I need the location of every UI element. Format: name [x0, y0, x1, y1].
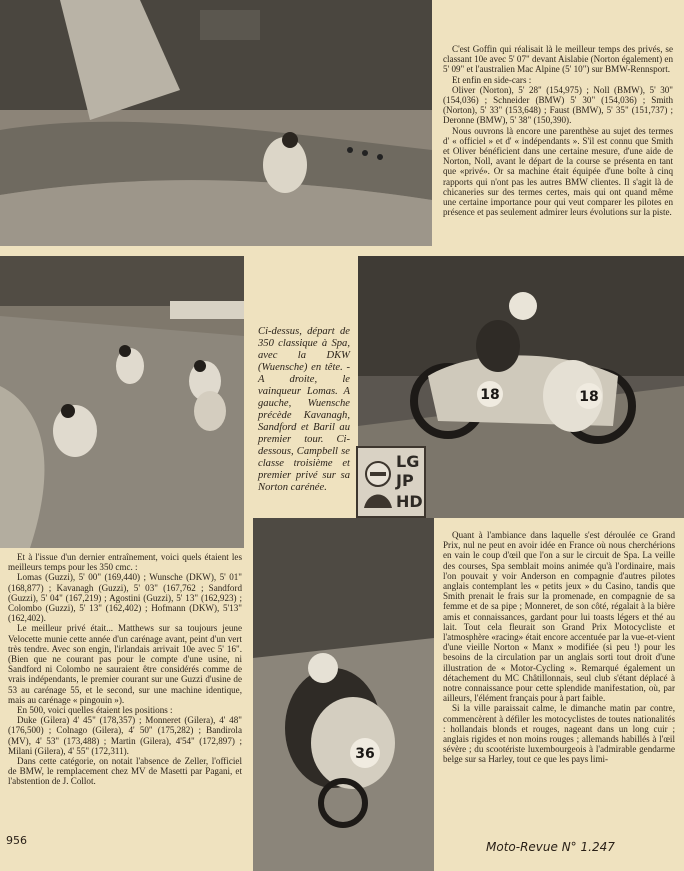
paragraph-best-private: Le meilleur privé était... Matthews sur sa toujours jeune Velocette munie cette année d'un carénage avant, peint d'un vert très tendre. Avec son engin, l'irlandais arrivait 10e avec 5' 16". (Bien que ne courant pas pour le compte d'une usine, ni Sandford ni Colombo ne sauraient être considérés comme de vrais indépendants, le premier courant sur une Guzzi d'usine de 53 au carénage 55, et le second, sur une machine identique, mais au carénage « pingouin »).: [8, 623, 242, 705]
race-number-lomas-side: 18: [579, 389, 599, 405]
paragraph-500-times: Duke (Gilera) 4' 45" (178,357) ; Monneret (Gilera), 4' 48" (176,500) ; Colnago (Gilera), 4' 50" (175,282) ; Bandirola (MV), 4' 53" (173,488) ; Martin (Gilera), 4'54" (172,897) ; Milani (Gilera), 4' 55" (172,311).: [8, 715, 242, 756]
paragraph-ambiance: Quant à l'ambiance dans laquelle s'est déroulée ce Grand Prix, nul ne peut en avoir idée en France où nous cherchérions en vain le coup d'œil que l'on a sur le circuit de Spa. La veille des courses, Spa semblait moins animée qu'à l'ordinaire, mais l'on pouvait y voir Anderson en compagnie d'autres pilotes anglais contemplant les « petits jeux » du Casino, tandis que Smith prenait le frais sur la promenade, en compagnie de sa femme et de sa pipe ; Monneret, de son côté, régalait à la bière amis et connaissances, gardant pour lui toasts légers et thé au lait. Tout cela fleurait son Grand Prix Motocycliste et l'atmosphère «racing» était encore accentuée par la vue-et-vient d'une vieille Norton « Manx » modifiée (si peu !) pour les besoins de la circulation par un anglais sorti tout droit d'une illustration de « Motor-Cycling ». Remarqué également un détachement du MC Châtillonnais, seul club s'étant déplacé à notre connaissance pour cette splendide manifestation, où, par ailleurs, l'élément français pour à part faible.: [443, 530, 675, 704]
paragraph-officiel-note: Nous ouvrons là encore une parenthèse au sujet des termes d' « officiel » et d' « indépendants ». S'il est connu que Smith et Oliver bénéficient dans une certaine mesure, d'une aide de Norton, Noll, avant le départ de la course se présenta en tant que «privé». Or sa machine était équipée d'une boîte à cinq rapports qui n'ont pas les autres BMW clientes. Il s'agit là de chicaneries sur des termes certes, mais qui ont quand même une certaine importance pour qui veut comparer les pilotes en présence et pas seulement admirer leurs évolutions sur la piste.: [443, 125, 673, 218]
article-column-left-bottom: [8, 552, 242, 787]
paragraph-goffin: C'est Goffin qui réalisait là le meilleur temps des privés, se classant 10e avec 5' 07" devant Aislabie (Norton également) en 5' 09" et l'australien Mac Alpine (5' 10") sur BMW-Rennsport.: [443, 44, 673, 75]
magazine-issue: Moto-Revue N° 1.247: [486, 840, 615, 854]
photo-caption: Ci-dessus, départ de 350 classique à Spa, avec la DKW (Wuensche) en tête. - A droite, le vainqueur Lomas. A gauche, Wuensche précède Kavanagh, Sandford et Baril au premier tour. Ci-dessous, Campbell se classe troisième et premier privé sur sa Norton carénée.: [258, 326, 350, 493]
watermark-text-3: HD: [396, 492, 423, 511]
article-column-right-bottom: [443, 530, 675, 765]
article-column-right-top: [443, 44, 673, 217]
paragraph-sidecar-times: Oliver (Norton), 5' 28" (154,975) ; Noll (BMW), 5' 30" (154,036) ; Schneider (BMW) 5' 30" (154,036) ; Smith (Norton), 5' 33" (153,648) ; Faust (BMW), 5' 35" (151,737) ; Deronne (BMW), 5' 38" (150,390).: [443, 84, 673, 126]
race-photo-sidecar-bend: [0, 0, 432, 246]
watermark-text-2: JP: [396, 471, 414, 490]
race-photo-start-group: [0, 256, 244, 548]
race-number-lomas-front: 18: [480, 387, 500, 403]
page-number: 956: [6, 834, 27, 847]
paragraph-sidecars-heading: Et enfin en side-cars :: [452, 74, 532, 85]
watermark-logo: [356, 446, 426, 518]
watermark-text-1: LG: [396, 452, 420, 471]
race-number-campbell: 36: [355, 746, 375, 762]
paragraph-absences: Dans cette catégorie, on notait l'absence de Zeller, l'officiel de BMW, le remplacement chez MV de Masetti par Pagani, et l'abstention de J. Collot.: [8, 756, 242, 787]
race-photo-campbell-norton: [253, 518, 434, 871]
paragraph-training-intro: Et à l'issue d'un dernier entraînement, voici quels étaient les meilleurs temps pour les 350 cmc. :: [8, 552, 242, 573]
paragraph-sunday: Si la ville paraissait calme, le dimanche matin par contre, commencèrent à défiler les motocyclistes de toutes nationalités : hollandais blonds et rouges, nageant dans un long cuir ; anglais rigides et non moins rouges ; allemands habillés à l'œil sévère ; du scootériste luxembourgeois à l'admirable gendarme belge sur sa Harley, tout ce que les pays limi-: [443, 703, 675, 765]
paragraph-350-times: Lomas (Guzzi), 5' 00" (169,440) ; Wunsche (DKW), 5' 01" (168,877) ; Kavanagh (Guzzi), 5' 03" (167,762 ; Sandford (Guzzi), 5' 04" (167,219) ; Agostini (Guzzi), 5' 13" (162,923) ; Colombo (Guzzi), 5' 13" (162,402) ; Hofmann (DKW), 5'13" (162,402).: [8, 572, 242, 624]
paragraph-500-intro: En 500, voici quelles étaient les positions :: [17, 705, 173, 716]
